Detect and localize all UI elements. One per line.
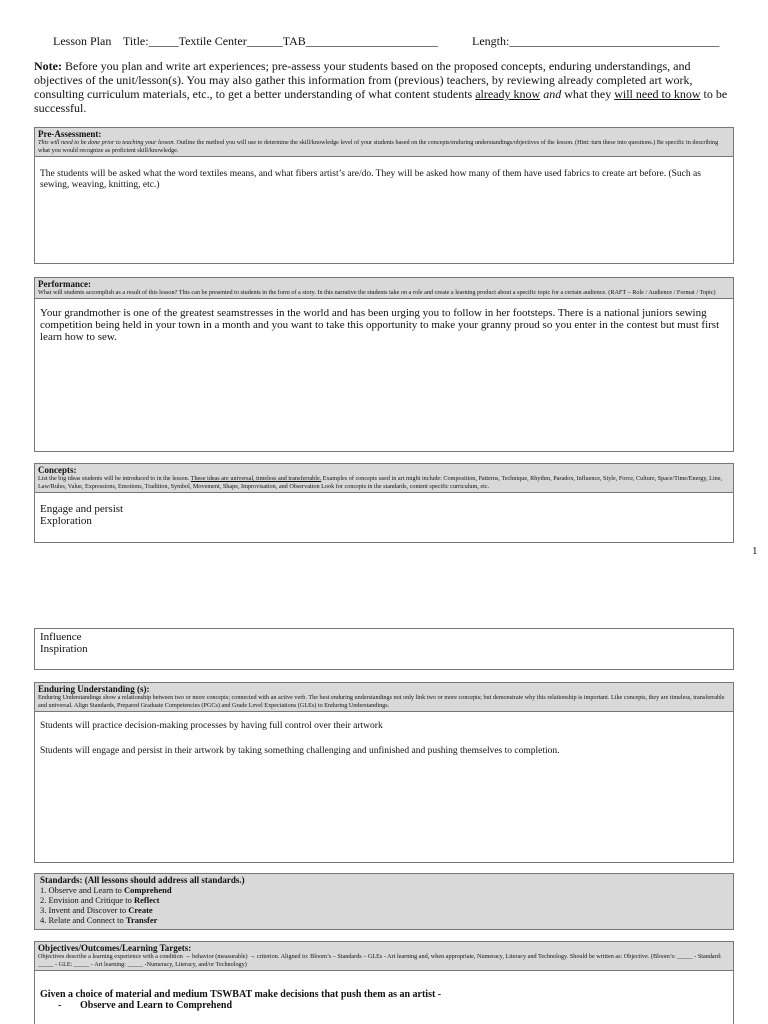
enduring-item-2: Students will engage and persist in their artwork by taking something challenging and unfinished and pushing themselves to completion. — [40, 746, 560, 756]
note-text-2: to be successful. — [34, 87, 728, 115]
concepts-title: Concepts: — [38, 465, 77, 475]
concepts-continued — [34, 628, 734, 670]
enduring-item-1: Students will practice decision-making processes by having full control over their artwork — [40, 721, 383, 731]
concepts-section — [34, 463, 734, 543]
note-mid: what they — [564, 87, 612, 101]
lesson-plan-label: Lesson Plan — [53, 34, 112, 48]
performance-desc: What will students accomplish as a result of this lesson? This can be presented to students in the form of a story. In this narrative the students take on a role and create a learning product about a specific topic for a certain audience. (RAFT – Role / Audience / Format / Topic) — [38, 289, 716, 296]
enduring-title: Enduring Understanding (s): — [38, 684, 150, 694]
note-and: and — [543, 87, 562, 101]
concepts-body — [35, 493, 733, 527]
performance-title: Performance: — [38, 279, 91, 289]
note-paragraph — [34, 59, 734, 115]
pre-assessment-header — [35, 128, 733, 157]
objective-bullet: - Observe and Learn to Comprehend — [58, 1000, 233, 1011]
objectives-body — [35, 971, 733, 1017]
page-number: 1 — [752, 545, 758, 557]
concepts-desc: List the big ideas students will be introduced to in the lesson. These ideas are universal, timeless and transferrable. Examples of concepts used in art might include: Composition, Patterns, Technique, Rhythm, Paradox, Influence, Style, Force, Culture, Space/Time/Energy, Line, Law/Rules, Value, Expressions, Emotions, Tradition, Symbol, Movement, Shape, Improvisation, and Observation Look for concepts in the standards, content specific curriculum, etc. — [38, 475, 723, 490]
note-text-1: Before you plan and write art experiences; pre-assess your students based on the proposed concepts, enduring understandings, and objectives of the unit/lesson(s). You may also gather this information from (previous) teachers, by reviewing already completed art work, consulting curriculum materials, etc., to get a better understanding of what content students — [34, 59, 693, 101]
enduring-header — [35, 683, 733, 712]
objectives-header — [35, 942, 733, 971]
enduring-understanding-section — [34, 682, 734, 863]
standards-content — [35, 874, 733, 926]
standards-section — [34, 873, 734, 930]
performance-body: Your grandmother is one of the greatest seamstresses in the world and has been urging you to follow in her footsteps. There is a national juniors sewing competition being held in your town in a month and you want to take this opportunity to make your granny proud so you enter in the contest but must first learn how to sew. — [40, 307, 720, 343]
objective-statement: Given a choice of material and medium TSWBAT make decisions that push them as an artist - — [40, 989, 442, 1000]
length-field: Length:___________________________________ — [472, 34, 720, 48]
objectives-title: Objectives/Outcomes/Learning Targets: — [38, 943, 192, 953]
note-label: Note: — [34, 59, 62, 73]
standard-item: 1. Observe and Learn to Comprehend — [40, 885, 172, 895]
standard-item: 2. Envision and Critique to Reflect — [40, 895, 160, 905]
standard-item: 4. Relate and Connect to Transfer — [40, 915, 158, 925]
pre-assessment-title: Pre-Assessment: — [38, 129, 102, 139]
list-item: Influence — [40, 631, 82, 643]
list-item: Engage and persist — [40, 503, 124, 515]
note-need-to-know: will need to know — [614, 87, 701, 101]
pre-assessment-desc: This will need to be done prior to teaching your lesson. Outline the method you will use to determine the skill/knowledge level of your students based on the concepts/enduring understandings/objectives of the lesson. (Hint: turn these into questions.) Be specific in describing what you would recognize as proficient skill/knowledge. — [38, 139, 719, 154]
objectives-section — [34, 941, 734, 1024]
pre-assessment-body: The students will be asked what the word textiles means, and what fibers artist’s are/do. They will be asked how many of them have used fabrics to create art before. (Such as sewing, weaving, knitting, etc.) — [40, 169, 701, 190]
performance-header — [35, 278, 733, 299]
list-item: Inspiration — [40, 643, 88, 655]
concepts-header — [35, 464, 733, 493]
note-already-know: already know — [475, 87, 541, 101]
title-field: Title:_____Textile Center______TAB______________________ — [123, 34, 438, 48]
enduring-desc: Enduring Understandings show a relationship between two or more concepts; connected with an active verb. The best enduring understandings not only link two or more concepts; but demonstrate why this relationship is important. Like concepts, they are timeless, transferrable and universal. Align Standards, Prepared Graduate Competencies (PGCs) and Grade Level Expectations (GLEs) to Enduring Understandings. — [38, 694, 725, 709]
pre-assessment-section — [34, 127, 734, 264]
list-item: Exploration — [40, 515, 92, 527]
standards-title: Standards: (All lessons should address all standards.) — [40, 875, 245, 885]
standard-item: 3. Invent and Discover to Create — [40, 905, 153, 915]
enduring-body — [35, 712, 733, 763]
objectives-desc: Objectives describe a learning experience with a condition → behavior (measurable) → criterion. Aligned to: Bloom’s – Standards – GLEs - Art learning and, when appropriate, Numeracy, Literacy and Technology. Should be written as: Objective. (Bloom’s: _____ - Standard: _____ - GLE: _____ - Art learning: _____ -Numeracy, Literacy, and/or Technology) — [38, 953, 722, 968]
concepts-continued-body — [35, 629, 733, 661]
performance-section — [34, 277, 734, 452]
